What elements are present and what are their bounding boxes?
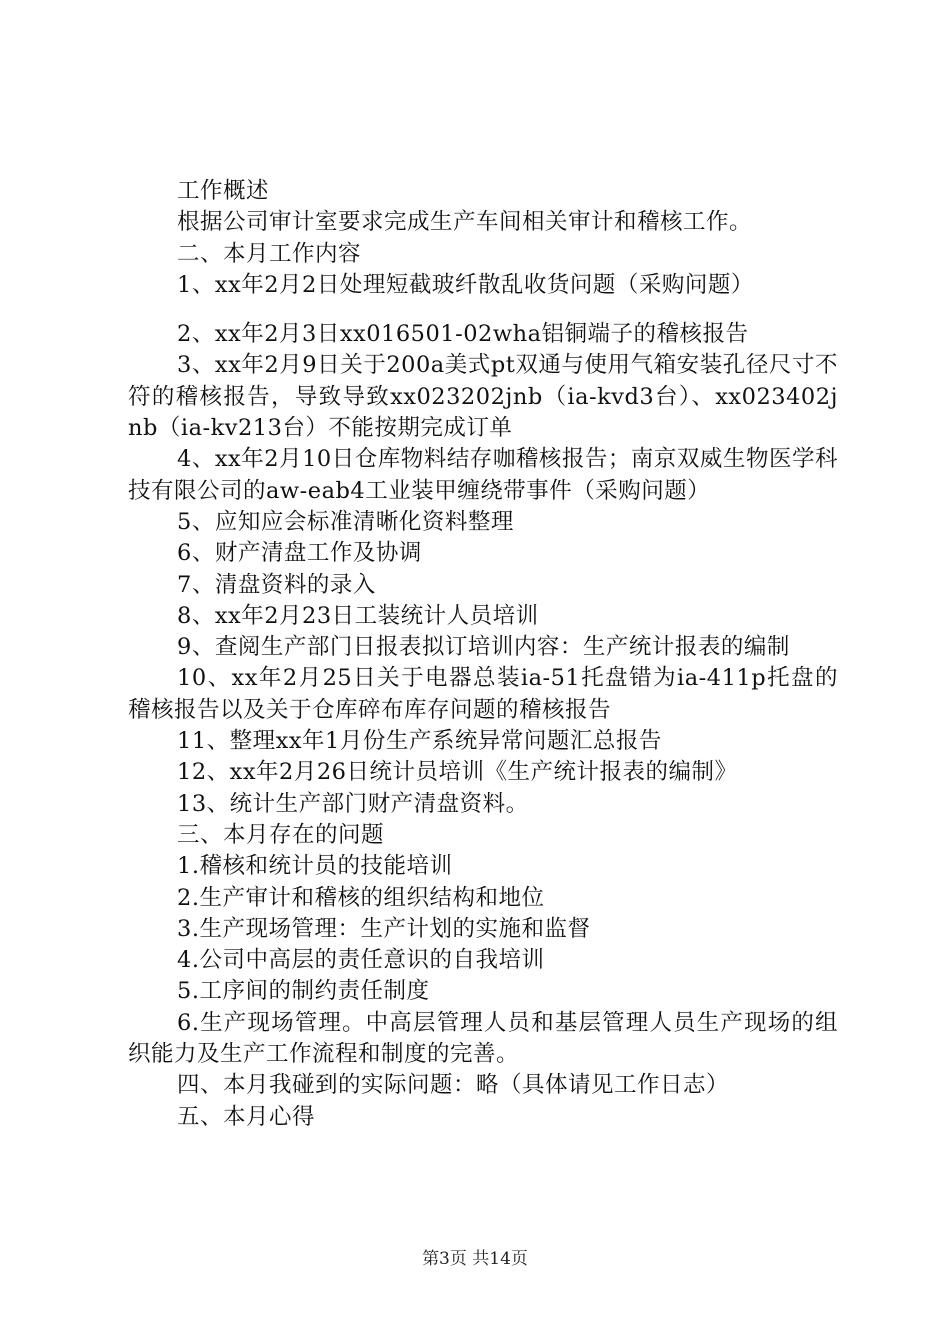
list-item: 3、xx年2月9日关于200a美式pt双通与使用气箱安装孔径尺寸不符的稽核报告，导致导致xx023202jnb（ia-kvd3台）、xx023402jnb（ia-kv213台）不能按期完成订单 (128, 352, 838, 442)
page-footer: 第3页 共14页 (422, 1249, 528, 1269)
document-body (128, 176, 838, 1133)
list-item: 4.公司中高层的责任意识的自我培训 (177, 947, 545, 974)
section-heading-problems: 三、本月存在的问题 (177, 821, 385, 848)
section-heading-work-content: 二、本月工作内容 (177, 240, 362, 267)
list-item: 1.稽核和统计员的技能培训 (177, 853, 453, 880)
list-item: 8、xx年2月23日工装统计人员培训 (177, 602, 539, 629)
section-heading-insights: 五、本月心得 (177, 1103, 316, 1130)
list-item: 13、统计生产部门财产清盘资料。 (177, 790, 529, 817)
list-item: 4、xx年2月10日仓库物料结存咖稽核报告；南京双威生物医学科技有限公司的aw-eab4工业装甲缠绕带事件（采购问题） (128, 446, 838, 504)
section-heading-overview: 工作概述 (177, 178, 270, 204)
list-item: 3.生产现场管理：生产计划的实施和监督 (177, 915, 591, 942)
list-item: 1、xx年2月2日处理短截玻纤散乱收货问题（采购问题） (177, 271, 754, 298)
list-item: 11、整理xx年1月份生产系统异常问题汇总报告 (177, 728, 662, 755)
paragraph: 根据公司审计室要求完成生产车间相关审计和稽核工作。 (177, 209, 753, 236)
list-item: 2、xx年2月3日xx016501-02wha铝铜端子的稽核报告 (177, 321, 749, 348)
list-item: 2.生产审计和稽核的组织结构和地位 (177, 884, 545, 911)
list-item: 5、应知应会标准清晰化资料整理 (177, 508, 514, 535)
list-item: 5.工序间的制约责任制度 (177, 978, 430, 1005)
list-item: 10、xx年2月25日关于电器总装ia-51托盘错为ia-411p托盘的稽核报告以及关于仓库碎布库存问题的稽核报告 (128, 665, 838, 723)
list-item: 9、查阅生产部门日报表拟订培训内容：生产统计报表的编制 (177, 634, 790, 661)
list-item: 6、财产清盘工作及协调 (177, 540, 422, 567)
list-item: 12、xx年2月26日统计员培训《生产统计报表的编制》 (177, 759, 738, 786)
section-heading-actual-problems: 四、本月我碰到的实际问题：略（具体请见工作日志） (177, 1072, 730, 1099)
list-item: 6.生产现场管理。中高层管理人员和基层管理人员生产现场的组织能力及生产工作流程和制度的完善。 (128, 1009, 838, 1068)
list-item: 7、清盘资料的录入 (177, 571, 376, 598)
